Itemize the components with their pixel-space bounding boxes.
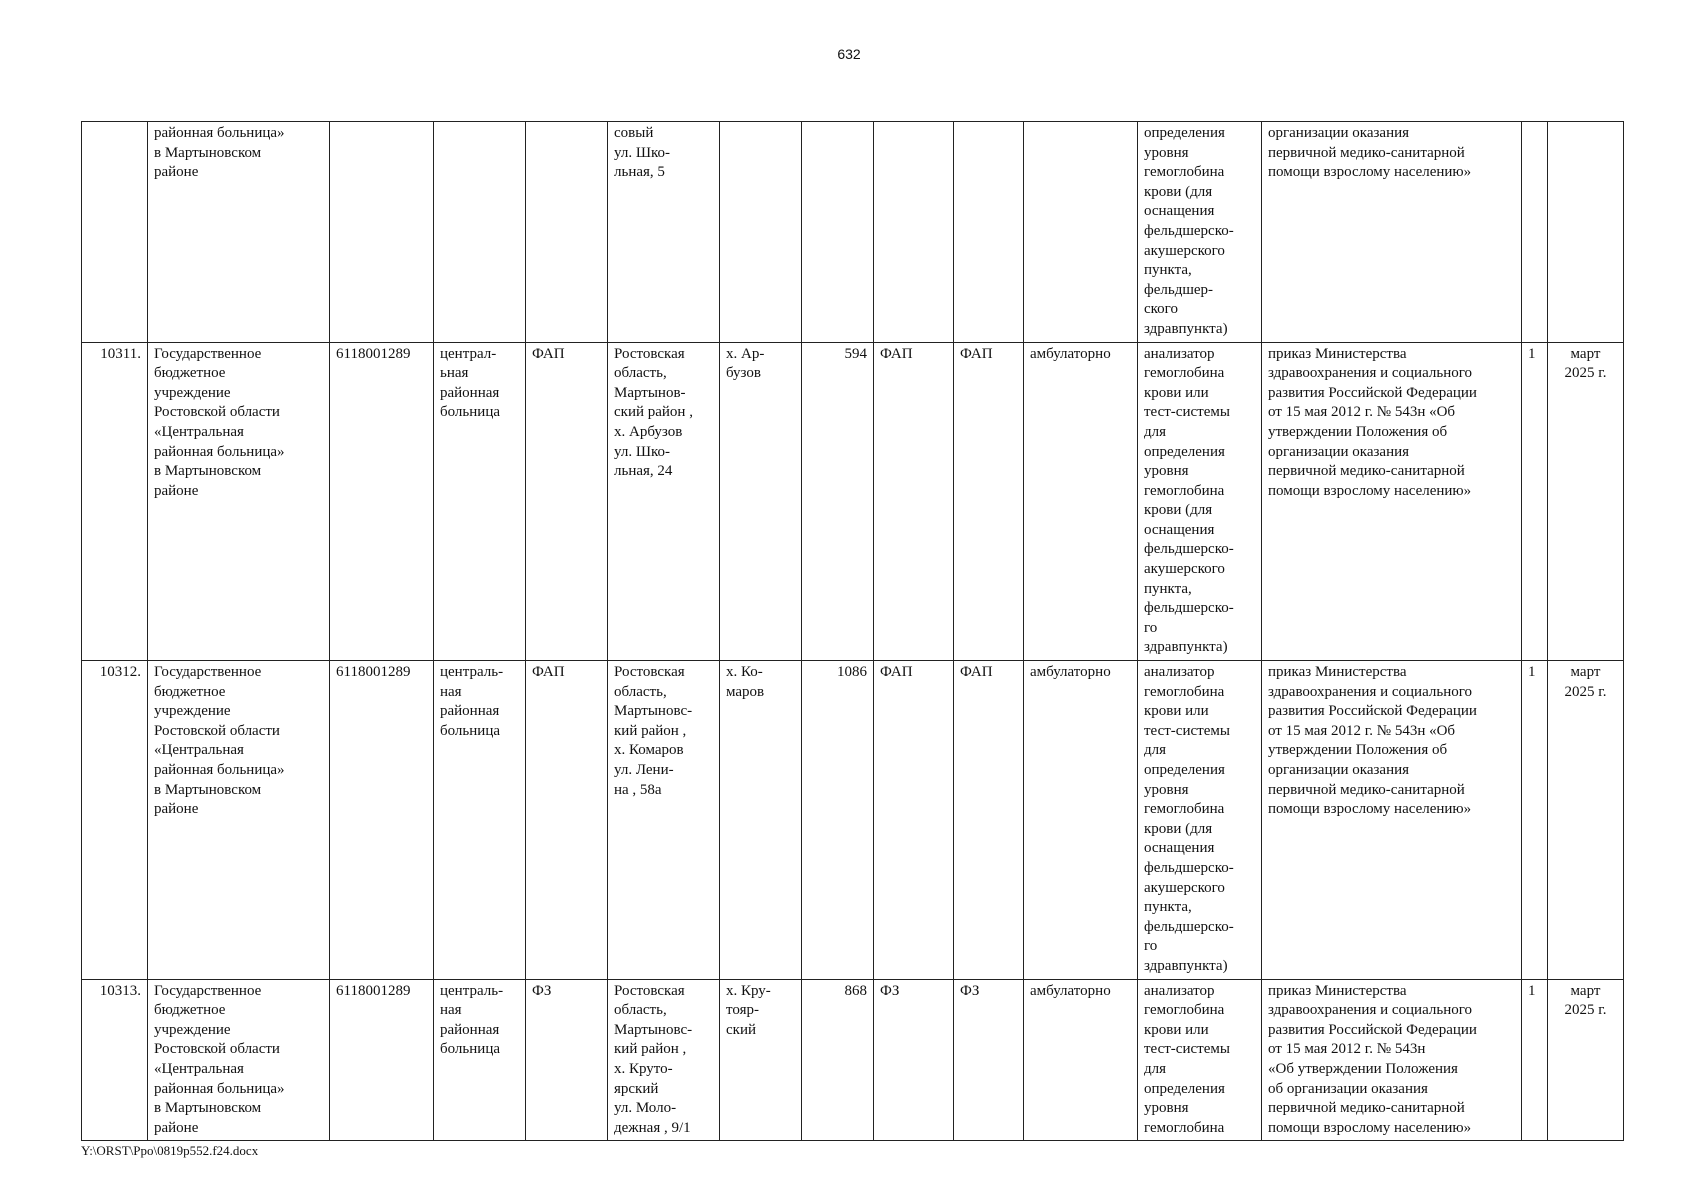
cell-care-mode: амбулаторно [1024,979,1138,1141]
cell-institution-type: централь- ная районная больница [434,979,526,1141]
facilities-table [81,121,1624,1141]
cell-quantity [1522,122,1548,343]
cell-population: 868 [802,979,874,1141]
cell-organization-name: Государственное бюджетное учреждение Ростовской области «Центральная районная больница» в Мартыновском районе [148,342,330,661]
cell-unit-type-b: ФАП [954,342,1024,661]
table-row [82,661,1624,980]
file-path-footer: Y:\ORST\Ppo\0819p552.f24.docx [81,1143,259,1158]
cell-settlement: х. Ар- бузов [720,342,802,661]
cell-row-number: 10311. [82,342,148,661]
cell-care-mode: амбулаторно [1024,661,1138,980]
cell-inn-code: 6118001289 [330,661,434,980]
cell-population: 594 [802,342,874,661]
cell-regulation-order: приказ Министерства здравоохранения и социального развития Российской Федерации от 15 мая 2012 г. № 543н «Об утверждении Положения об организации оказания первичной медико-санитарной помощи взрослому населению» [1262,661,1522,980]
cell-population [802,122,874,343]
cell-institution-type [434,122,526,343]
cell-unit-type-b: ФАП [954,661,1024,980]
cell-row-number [82,122,148,343]
cell-equipment: анализатор гемоглобина крови или тест-системы для определения уровня гемоглобина [1138,979,1262,1141]
cell-settlement [720,122,802,343]
cell-equipment: анализатор гемоглобина крови или тест-системы для определения уровня гемоглобина крови (для оснащения фельдшерско- акушерского пункта, фельдшерско- го здравпункта) [1138,342,1262,661]
cell-unit-type-a [874,122,954,343]
cell-unit-type-a: ФАП [874,661,954,980]
cell-planned-date: март 2025 г. [1548,661,1624,980]
page-number: 632 [837,46,861,62]
cell-address: Ростовская область, Мартынов- ский район , х. Арбузов ул. Шко- льная, 24 [608,342,720,661]
cell-settlement: х. Кру- тояр- ский [720,979,802,1141]
table-row [82,342,1624,661]
cell-population: 1086 [802,661,874,980]
cell-institution-type: централ- ьная районная больница [434,342,526,661]
cell-unit-type-a: ФАП [874,342,954,661]
cell-equipment: определения уровня гемоглобина крови (для оснащения фельдшерско- акушерского пункта, фельдшер- ского здравпункта) [1138,122,1262,343]
cell-unit-type-b: ФЗ [954,979,1024,1141]
cell-inn-code: 6118001289 [330,979,434,1141]
table-row [82,122,1624,343]
cell-address: Ростовская область, Мартыновс- кий район , х. Круто- ярский ул. Моло- дежная , 9/1 [608,979,720,1141]
cell-unit-kind [526,122,608,343]
cell-planned-date [1548,122,1624,343]
cell-inn-code [330,122,434,343]
cell-inn-code: 6118001289 [330,342,434,661]
cell-regulation-order: приказ Министерства здравоохранения и социального развития Российской Федерации от 15 мая 2012 г. № 543н «Об утверждении Положения об организации оказания первичной медико-санитарной помощи взрослому населению» [1262,342,1522,661]
cell-row-number: 10312. [82,661,148,980]
cell-unit-kind: ФАП [526,661,608,980]
cell-address: Ростовская область, Мартыновс- кий район , х. Комаров ул. Лени- на , 58а [608,661,720,980]
table-row [82,979,1624,1141]
cell-quantity: 1 [1522,342,1548,661]
cell-regulation-order: организации оказания первичной медико-санитарной помощи взрослому населению» [1262,122,1522,343]
cell-unit-type-a: ФЗ [874,979,954,1141]
cell-settlement: х. Ко- маров [720,661,802,980]
cell-organization-name: районная больница» в Мартыновском районе [148,122,330,343]
cell-quantity: 1 [1522,979,1548,1141]
cell-regulation-order: приказ Министерства здравоохранения и социального развития Российской Федерации от 15 мая 2012 г. № 543н «Об утверждении Положения об организации оказания первичной медико-санитарной помощи взрослому населению» [1262,979,1522,1141]
cell-address: совый ул. Шко- льная, 5 [608,122,720,343]
cell-institution-type: централь- ная районная больница [434,661,526,980]
cell-care-mode: амбулаторно [1024,342,1138,661]
cell-unit-type-b [954,122,1024,343]
cell-care-mode [1024,122,1138,343]
cell-unit-kind: ФЗ [526,979,608,1141]
cell-planned-date: март 2025 г. [1548,979,1624,1141]
cell-organization-name: Государственное бюджетное учреждение Ростовской области «Центральная районная больница» в Мартыновском районе [148,661,330,980]
cell-row-number: 10313. [82,979,148,1141]
cell-quantity: 1 [1522,661,1548,980]
cell-unit-kind: ФАП [526,342,608,661]
cell-planned-date: март 2025 г. [1548,342,1624,661]
cell-equipment: анализатор гемоглобина крови или тест-системы для определения уровня гемоглобина крови (для оснащения фельдшерско- акушерского пункта, фельдшерско- го здравпункта) [1138,661,1262,980]
cell-organization-name: Государственное бюджетное учреждение Ростовской области «Центральная районная больница» в Мартыновском районе [148,979,330,1141]
